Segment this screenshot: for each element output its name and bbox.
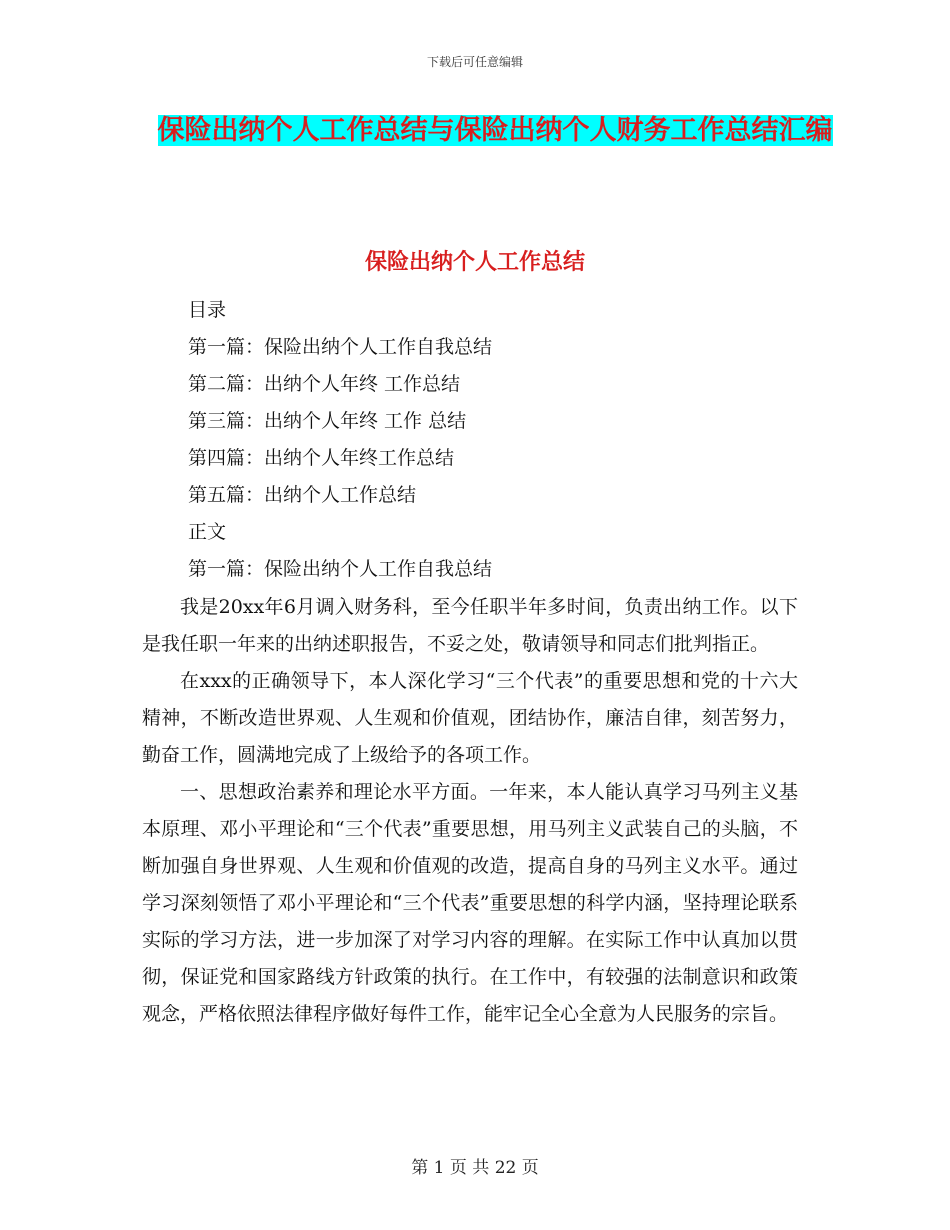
toc-item: 第一篇：保险出纳个人工作自我总结 — [188, 336, 493, 358]
toc-item: 第三篇：出纳个人年终 工作 总结 — [188, 410, 467, 432]
first-section-heading: 第一篇：保险出纳个人工作自我总结 — [188, 558, 493, 580]
toc-heading: 目录 — [188, 299, 227, 321]
body-text — [142, 589, 798, 1033]
table-of-contents — [188, 292, 808, 588]
page-footer: 第 1 页 共 22 页 — [411, 1158, 539, 1178]
header-note: 下载后可任意编辑 — [426, 55, 523, 69]
paragraph: 一、思想政治素养和理论水平方面。一年来，本人能认真学习马列主义基本原理、邓小平理论和“三个代表”重要思想，用马列主义武装自己的头脑，不断加强自身世界观、人生观和价值观的改造，提高自身的马列主义水平。通过学习深刻领悟了邓小平理论和“三个代表”重要思想的科学内涵，坚持理论联系实际的学习方法，进一步加深了对学习内容的理解。在实际工作中认真加以贯彻，保证党和国家路线方针政策的执行。在工作中，有较强的法制意识和政策观念，严格依照法律程序做好每件工作，能牢记全心全意为人民服务的宗旨。 — [142, 781, 798, 1025]
paragraph: 在xxx的正确领导下，本人深化学习“三个代表”的重要思想和党的十六大精神，不断改造世界观、人生观和价值观，团结协作，廉洁自律，刻苦努力，勤奋工作，圆满地完成了上级给予的各项工作。 — [142, 670, 798, 766]
toc-item: 第四篇：出纳个人年终工作总结 — [188, 447, 455, 469]
paragraph: 我是20xx年6月调入财务科，至今任职半年多时间，负责出纳工作。以下是我任职一年来的出纳述职报告，不妥之处，敬请领导和同志们批判指正。 — [142, 596, 798, 655]
toc-item: 第二篇：出纳个人年终 工作总结 — [188, 373, 461, 395]
toc-item: 第五篇：出纳个人工作总结 — [188, 484, 417, 506]
section-title: 保险出纳个人工作总结 — [364, 250, 585, 275]
document-title — [150, 108, 840, 154]
body-heading: 正文 — [188, 521, 227, 543]
document-title-text: 保险出纳个人工作总结与保险出纳个人财务工作总结汇编 — [157, 115, 833, 146]
